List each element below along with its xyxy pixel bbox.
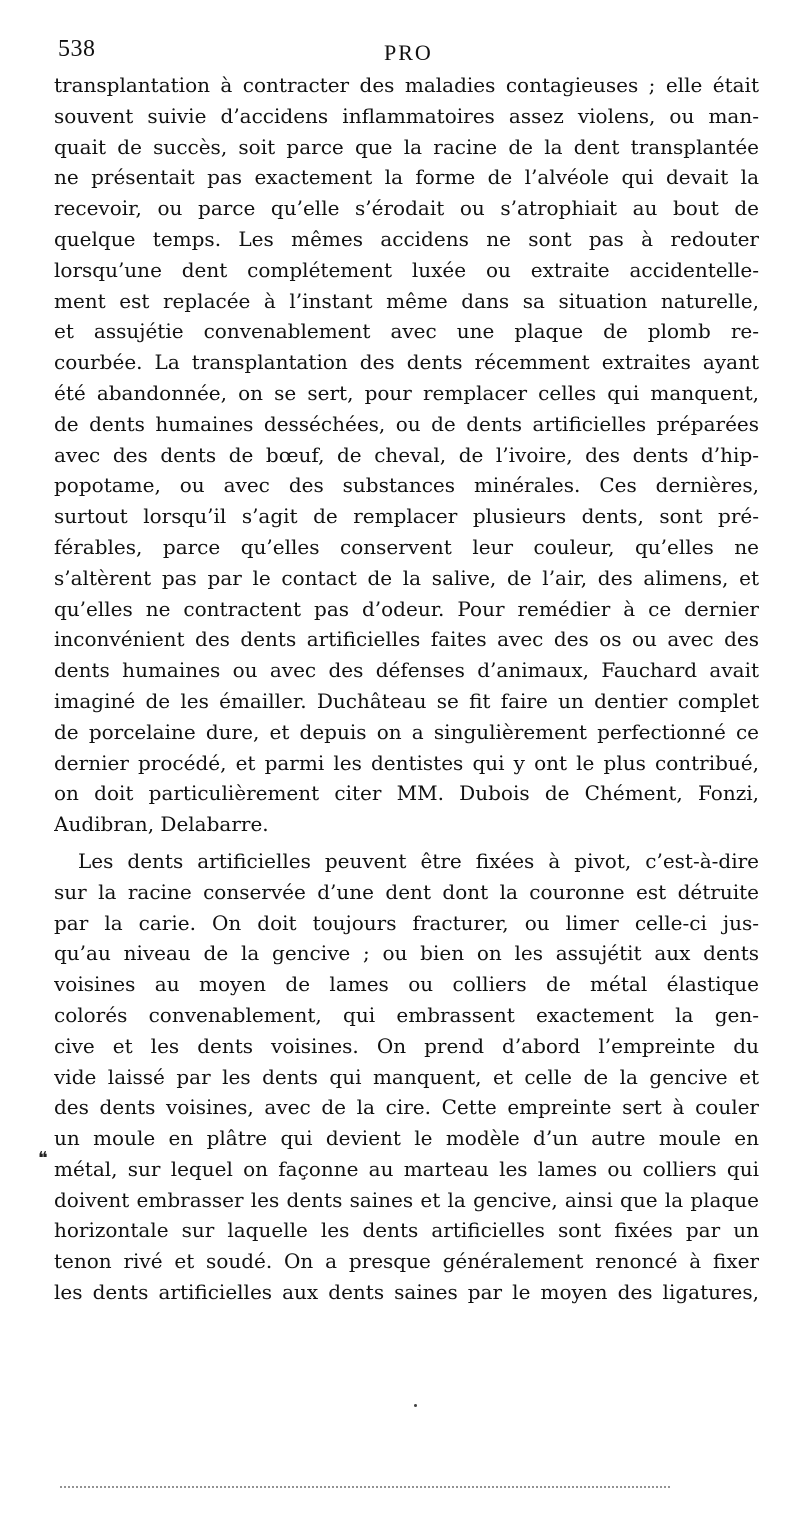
text-line: horizontale sur laquelle les dents artificielles sont fixées par un [54, 1218, 759, 1243]
text-line: Les dents artificielles peuvent être fixées à pivot, c’est-à-dire [78, 848, 759, 873]
scan-artifact-rule [60, 1486, 670, 1488]
text-line: lorsqu’une dent complétement luxée ou extraite accidentelle- [54, 257, 759, 282]
text-line: dernier procédé, et parmi les dentistes qui y ont le plus contribué, [54, 750, 759, 775]
text-line: inconvénient des dents artificielles faites avec des os ou avec des [54, 627, 759, 652]
text-line: popotame, ou avec des substances minérales. Ces dernières, [54, 473, 759, 498]
text-line: les dents artificielles aux dents saines par le moyen des ligatures, [54, 1280, 759, 1305]
text-line: par la carie. On doit toujours fracturer, ou limer celle-ci jus- [54, 910, 759, 935]
text-line: férables, parce qu’elles conservent leur couleur, qu’elles ne [54, 534, 759, 559]
text-line: de porcelaine dure, et depuis on a singulièrement perfectionné ce [54, 719, 759, 744]
text-line: doivent embrasser les dents saines et la gencive, ainsi que la plaque [54, 1187, 759, 1212]
text-line: souvent suivie d’accidens inflammatoires assez violens, ou man- [54, 103, 759, 128]
text-line: courbée. La transplantation des dents récemment extraites ayant [54, 350, 759, 375]
paragraph-2 [54, 846, 759, 1308]
text-line: et assujétie convenablement avec une plaque de plomb re- [54, 319, 759, 344]
page-number: 538 [58, 36, 96, 62]
text-line: qu’elles ne contractent pas d’odeur. Pour remédier à ce dernier [54, 596, 759, 621]
text-line: été abandonnée, on se sert, pour remplacer celles qui manquent, [54, 380, 759, 405]
text-line: métal, sur lequel on façonne au marteau les lames ou colliers qui [54, 1156, 759, 1181]
ink-speck [414, 1404, 417, 1407]
text-line: on doit particulièrement citer MM. Dubois de Chément, Fonzi, [54, 781, 759, 806]
text-line: transplantation à contracter des maladies contagieuses ; elle était [54, 73, 759, 97]
text-line: des dents voisines, avec de la cire. Cette empreinte sert à couler [54, 1095, 759, 1120]
text-line: voisines au moyen de lames ou colliers de métal élastique [54, 972, 759, 997]
margin-mark-icon: ❝ [38, 1148, 48, 1169]
text-line: s’altèrent pas par le contact de la salive, de l’air, des alimens, et [54, 565, 759, 590]
paragraph-1 [54, 70, 759, 840]
text-line: cive et les dents voisines. On prend d’abord l’empreinte du [54, 1033, 759, 1058]
text-line: ment est replacée à l’instant même dans sa situation naturelle, [54, 288, 759, 313]
text-line: colorés convenablement, qui embrassent exactement la gen- [54, 1002, 759, 1027]
text-line: avec des dents de bœuf, de cheval, de l’ivoire, des dents d’hip- [54, 442, 759, 467]
page-header [58, 36, 758, 68]
text-line: qu’au niveau de la gencive ; ou bien on les assujétit aux dents [54, 941, 759, 966]
text-line: surtout lorsqu’il s’agit de remplacer plusieurs dents, sont pré- [54, 504, 759, 529]
text-line: tenon rivé et soudé. On a presque généralement renoncé à fixer [54, 1249, 759, 1274]
text-line: Audibran, Delabarre. [54, 812, 269, 837]
text-line: imaginé de les émailler. Duchâteau se fit faire un dentier complet [54, 688, 759, 713]
text-line: sur la racine conservée d’une dent dont la couronne est détruite [54, 879, 759, 904]
text-line: de dents humaines desséchées, ou de dents artificielles préparées [54, 411, 759, 436]
text-line: vide laissé par les dents qui manquent, et celle de la gencive et [54, 1064, 759, 1089]
text-line: un moule en plâtre qui devient le modèle d’un autre moule en [54, 1126, 759, 1151]
text-line: ne présentait pas exactement la forme de l’alvéole qui devait la [54, 165, 759, 190]
text-line: dents humaines ou avec des défenses d’animaux, Fauchard avait [54, 658, 759, 683]
text-line: recevoir, ou parce qu’elle s’érodait ou s’atrophiait au bout de [54, 196, 759, 221]
text-line: quelque temps. Les mêmes accidens ne sont pas à redouter [54, 226, 759, 251]
body-text [54, 70, 759, 1308]
running-head: PRO [384, 40, 433, 65]
text-line: quait de succès, soit parce que la racine de la dent transplantée [54, 134, 759, 159]
